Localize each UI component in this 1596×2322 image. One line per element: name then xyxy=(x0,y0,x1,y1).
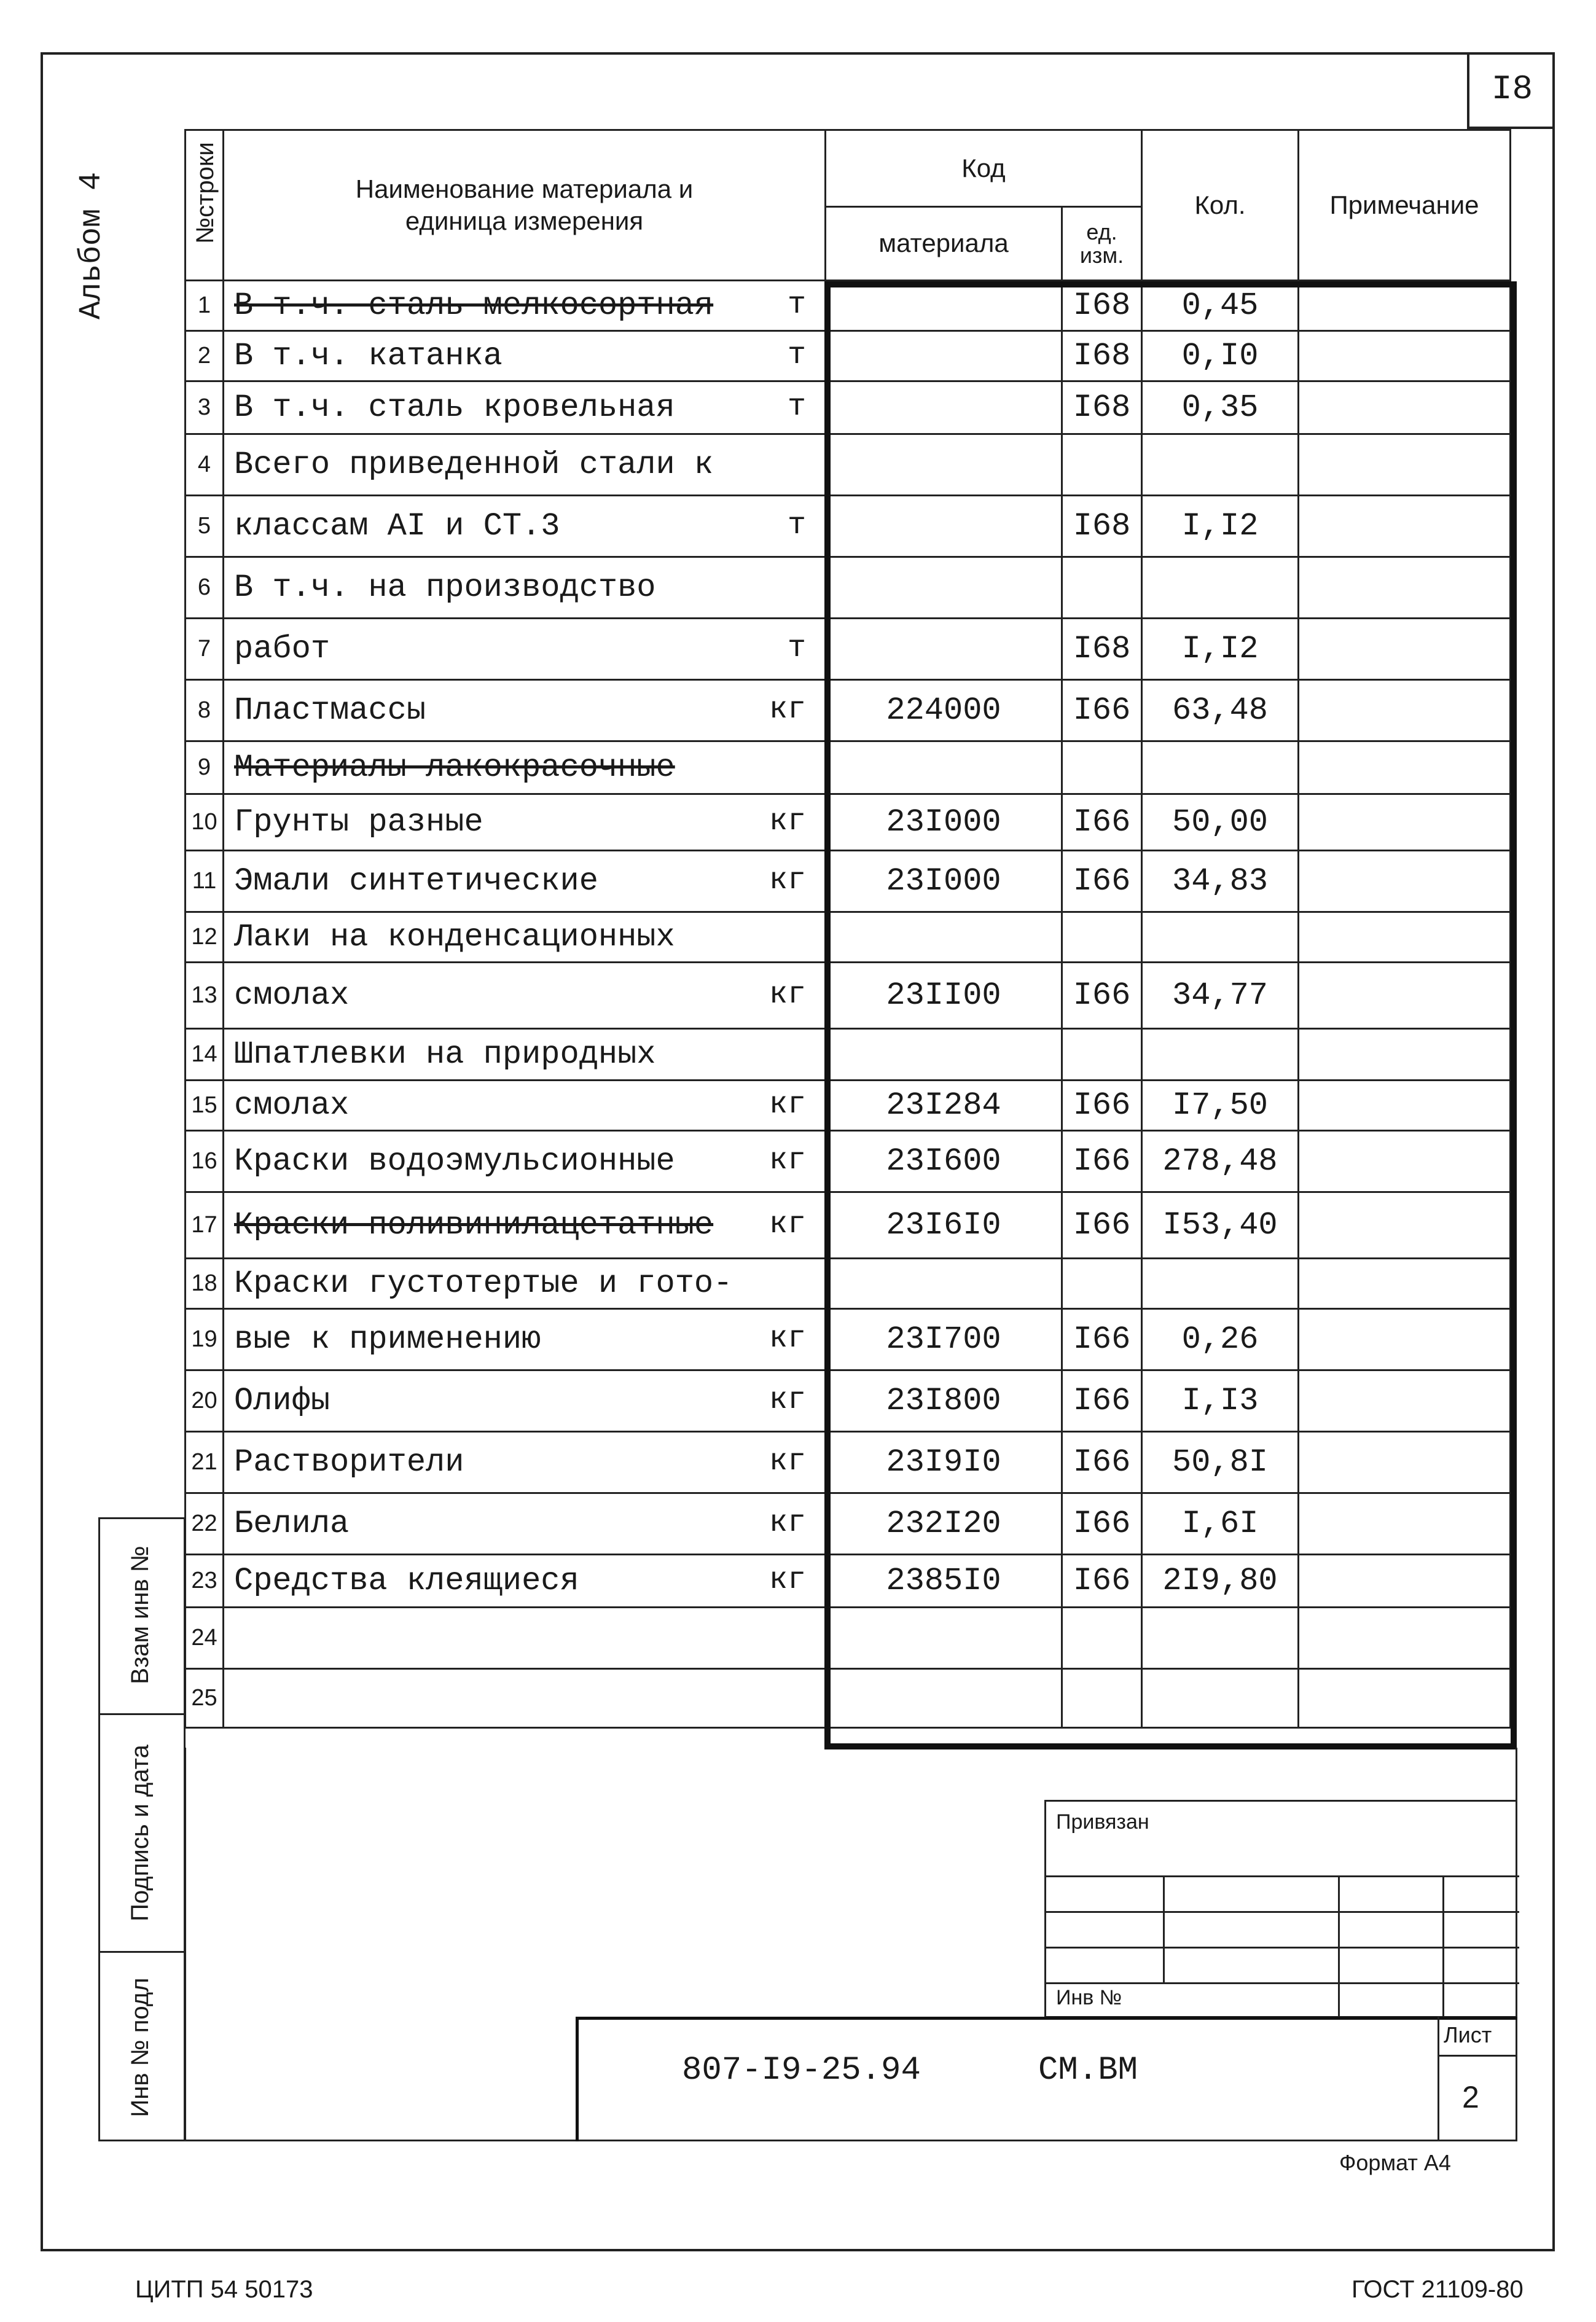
material-name-cell xyxy=(224,912,826,963)
row-number: 24 xyxy=(186,1608,224,1669)
quantity: I,I2 xyxy=(1142,619,1299,680)
quantity: 0,45 xyxy=(1142,281,1299,331)
unit-code: I66 xyxy=(1062,1432,1142,1493)
material-name: Грунты разные xyxy=(234,804,483,840)
row-number: 21 xyxy=(186,1432,224,1493)
row-number: 18 xyxy=(186,1259,224,1309)
table-row xyxy=(186,963,1511,1029)
material-name-cell xyxy=(224,619,826,680)
material-code xyxy=(826,496,1062,557)
quantity: 0,I0 xyxy=(1142,331,1299,381)
quantity: I,I2 xyxy=(1142,496,1299,557)
material-name-cell xyxy=(224,794,826,851)
table-row xyxy=(186,1555,1511,1608)
unit-code: I68 xyxy=(1062,281,1142,331)
material-name: Растворители xyxy=(234,1444,464,1480)
table-row xyxy=(186,1370,1511,1432)
material-code xyxy=(826,741,1062,794)
note-cell xyxy=(1299,281,1511,331)
material-unit: кг xyxy=(769,1383,806,1418)
table-row xyxy=(186,1309,1511,1370)
table-row xyxy=(186,1131,1511,1192)
quantity: 34,77 xyxy=(1142,963,1299,1029)
quantity: 278,48 xyxy=(1142,1131,1299,1192)
unit-code: I66 xyxy=(1062,851,1142,912)
material-code: 23I700 xyxy=(826,1309,1062,1370)
table-row xyxy=(186,1432,1511,1493)
privyazan-line-3 xyxy=(1046,1947,1519,1949)
note-cell xyxy=(1299,434,1511,496)
material-unit: кг xyxy=(769,1207,806,1242)
unit-code: I68 xyxy=(1062,496,1142,557)
table-row xyxy=(186,1081,1511,1131)
footer-left: ЦИТП 54 50173 xyxy=(135,2276,313,2303)
material-code xyxy=(826,434,1062,496)
material-name-cell xyxy=(224,851,826,912)
row-number: 22 xyxy=(186,1493,224,1555)
note-cell xyxy=(1299,741,1511,794)
list-divider xyxy=(1438,2055,1517,2057)
material-name: Краски поливинилацетатные xyxy=(234,1207,714,1243)
unit-code: I66 xyxy=(1062,1192,1142,1259)
table-row xyxy=(186,557,1511,619)
material-name-cell xyxy=(224,1029,826,1081)
table-row xyxy=(186,912,1511,963)
privyazan-line-4 xyxy=(1046,1982,1519,1984)
note-cell xyxy=(1299,381,1511,434)
row-number: 19 xyxy=(186,1309,224,1370)
privyazan-vline-1 xyxy=(1163,1875,1165,1982)
material-name: Белила xyxy=(234,1506,350,1542)
table-row xyxy=(186,1669,1511,1728)
material-name: классам АI и СТ.3 xyxy=(234,508,560,544)
header-name-text: Наименование материала и единица измерения xyxy=(355,174,694,235)
material-name: В т.ч. катанка xyxy=(234,338,503,374)
table-row xyxy=(186,1029,1511,1081)
material-name: Шпатлевки на природных xyxy=(234,1036,656,1073)
material-name-cell xyxy=(224,381,826,434)
quantity xyxy=(1142,1259,1299,1309)
material-code: 23I284 xyxy=(826,1081,1062,1131)
unit-code xyxy=(1062,1669,1142,1728)
material-name-cell xyxy=(224,1131,826,1192)
row-number: 4 xyxy=(186,434,224,496)
quantity xyxy=(1142,1669,1299,1728)
table-row xyxy=(186,434,1511,496)
row-number: 1 xyxy=(186,281,224,331)
quantity: 50,00 xyxy=(1142,794,1299,851)
quantity: 34,83 xyxy=(1142,851,1299,912)
material-name: смолах xyxy=(234,1087,350,1124)
quantity: I,I3 xyxy=(1142,1370,1299,1432)
privyazan-block xyxy=(1044,1800,1517,2018)
note-cell xyxy=(1299,963,1511,1029)
quantity: 50,8I xyxy=(1142,1432,1299,1493)
header-unit-text: ед. изм. xyxy=(1079,219,1124,268)
material-unit: т xyxy=(787,287,806,322)
quantity xyxy=(1142,1608,1299,1669)
material-name: Средства клеящиеся xyxy=(234,1563,579,1599)
doc-type: СМ.ВМ xyxy=(1038,2052,1138,2089)
table-row xyxy=(186,331,1511,381)
material-name-cell xyxy=(224,963,826,1029)
note-cell xyxy=(1299,1029,1511,1081)
table-row xyxy=(186,680,1511,741)
material-name: Краски водоэмульсионные xyxy=(234,1143,675,1179)
material-code: 23I600 xyxy=(826,1131,1062,1192)
material-code: 23I000 xyxy=(826,794,1062,851)
unit-code: I68 xyxy=(1062,331,1142,381)
row-number: 25 xyxy=(186,1669,224,1728)
material-code xyxy=(826,1669,1062,1728)
material-name: Краски густотертые и гото- xyxy=(234,1265,733,1302)
material-name: Олифы xyxy=(234,1383,331,1419)
table-row xyxy=(186,1608,1511,1669)
material-code xyxy=(826,381,1062,434)
table-row xyxy=(186,381,1511,434)
material-name: Материалы лакокрасочные xyxy=(234,749,675,786)
note-cell xyxy=(1299,1669,1511,1728)
material-name-cell xyxy=(224,331,826,381)
privyazan-label: Привязан xyxy=(1056,1810,1149,1834)
row-number: 3 xyxy=(186,381,224,434)
unit-code: I66 xyxy=(1062,1555,1142,1608)
material-name-cell xyxy=(224,1370,826,1432)
note-cell xyxy=(1299,1555,1511,1608)
row-number: 7 xyxy=(186,619,224,680)
material-code: 23I800 xyxy=(826,1370,1062,1432)
row-number: 9 xyxy=(186,741,224,794)
material-code xyxy=(826,912,1062,963)
material-code xyxy=(826,281,1062,331)
header-qty: Кол. xyxy=(1142,130,1299,281)
note-cell xyxy=(1299,496,1511,557)
note-cell xyxy=(1299,1192,1511,1259)
materials-table xyxy=(184,129,1511,1729)
row-number: 5 xyxy=(186,496,224,557)
table-row xyxy=(186,496,1511,557)
format-label: Формат А4 xyxy=(1339,2150,1451,2175)
material-name-cell xyxy=(224,434,826,496)
material-name: Всего приведенной стали к xyxy=(234,447,714,483)
row-number: 11 xyxy=(186,851,224,912)
note-cell xyxy=(1299,331,1511,381)
material-code: 23I9I0 xyxy=(826,1432,1062,1493)
privyazan-vline-2 xyxy=(1338,1875,1340,2020)
table-row xyxy=(186,1259,1511,1309)
material-code xyxy=(826,1608,1062,1669)
material-name: работ xyxy=(234,631,331,667)
table-row xyxy=(186,851,1511,912)
material-name: В т.ч. сталь кровельная xyxy=(234,389,675,426)
table-row xyxy=(186,1192,1511,1259)
material-unit: кг xyxy=(769,863,806,898)
quantity xyxy=(1142,557,1299,619)
note-cell xyxy=(1299,1608,1511,1669)
material-name-cell xyxy=(224,1493,826,1555)
note-cell xyxy=(1299,1493,1511,1555)
side-podpis-text: Подпись и дата xyxy=(127,1745,154,1921)
material-name-cell xyxy=(224,1309,826,1370)
table-row xyxy=(186,281,1511,331)
material-code xyxy=(826,619,1062,680)
quantity: 0,35 xyxy=(1142,381,1299,434)
table-row xyxy=(186,741,1511,794)
unit-code xyxy=(1062,434,1142,496)
material-name-cell xyxy=(224,741,826,794)
note-cell xyxy=(1299,794,1511,851)
note-cell xyxy=(1299,1131,1511,1192)
quantity: 63,48 xyxy=(1142,680,1299,741)
note-cell xyxy=(1299,1370,1511,1432)
material-name-cell xyxy=(224,1432,826,1493)
footer-right: ГОСТ 21109-80 xyxy=(1352,2276,1524,2303)
row-number: 6 xyxy=(186,557,224,619)
privyazan-line-2 xyxy=(1046,1911,1519,1913)
material-unit: т xyxy=(787,631,806,666)
unit-code xyxy=(1062,912,1142,963)
unit-code: I66 xyxy=(1062,1309,1142,1370)
material-name: В т.ч. сталь мелкосортная xyxy=(234,287,714,324)
material-unit: кг xyxy=(769,1444,806,1479)
side-stamp-divider xyxy=(141,1517,186,2141)
privyazan-line-1 xyxy=(1046,1875,1519,1877)
material-unit: кг xyxy=(769,1143,806,1178)
material-unit: т xyxy=(787,338,806,373)
material-code: 2385I0 xyxy=(826,1555,1062,1608)
material-unit: т xyxy=(787,389,806,424)
row-number: 13 xyxy=(186,963,224,1029)
material-name-cell xyxy=(224,1081,826,1131)
header-note: Примечание xyxy=(1299,130,1511,281)
material-unit: кг xyxy=(769,1563,806,1598)
note-cell xyxy=(1299,1432,1511,1493)
header-row-no-text: №строки xyxy=(192,142,219,244)
table-row xyxy=(186,794,1511,851)
unit-code xyxy=(1062,557,1142,619)
album-label: Альбом 4 xyxy=(74,171,109,320)
unit-code: I66 xyxy=(1062,1493,1142,1555)
material-code: 23II00 xyxy=(826,963,1062,1029)
unit-code: I66 xyxy=(1062,963,1142,1029)
material-code xyxy=(826,557,1062,619)
material-name-cell xyxy=(224,496,826,557)
header-name xyxy=(224,130,826,281)
material-unit: кг xyxy=(769,977,806,1012)
material-name-cell xyxy=(224,1608,826,1669)
note-cell xyxy=(1299,1309,1511,1370)
material-name: смолах xyxy=(234,977,350,1014)
side-inv-podl-text: Инв № подл xyxy=(127,1977,154,2117)
unit-code: I68 xyxy=(1062,619,1142,680)
material-code xyxy=(826,1259,1062,1309)
quantity: I7,50 xyxy=(1142,1081,1299,1131)
note-cell xyxy=(1299,557,1511,619)
material-name-cell xyxy=(224,1192,826,1259)
privyazan-vline-3 xyxy=(1442,1875,1444,2020)
header-row-no xyxy=(186,130,224,281)
list-number: 2 xyxy=(1462,2080,1479,2114)
note-cell xyxy=(1299,619,1511,680)
material-code: 224000 xyxy=(826,680,1062,741)
unit-code xyxy=(1062,741,1142,794)
unit-code: I66 xyxy=(1062,680,1142,741)
quantity: 2I9,80 xyxy=(1142,1555,1299,1608)
doc-code: 807-I9-25.94 xyxy=(682,2052,921,2089)
material-name-cell xyxy=(224,1259,826,1309)
material-code xyxy=(826,331,1062,381)
material-name-cell xyxy=(224,1669,826,1728)
row-number: 20 xyxy=(186,1370,224,1432)
side-vzam-text: Взам инв № xyxy=(127,1546,154,1684)
quantity: I,6I xyxy=(1142,1493,1299,1555)
note-cell xyxy=(1299,1081,1511,1131)
row-number: 17 xyxy=(186,1192,224,1259)
material-unit: кг xyxy=(769,804,806,839)
header-code: Код xyxy=(826,130,1142,207)
unit-code xyxy=(1062,1608,1142,1669)
unit-code: I66 xyxy=(1062,1081,1142,1131)
quantity xyxy=(1142,912,1299,963)
unit-code: I68 xyxy=(1062,381,1142,434)
material-name: В т.ч. на производство xyxy=(234,569,656,606)
material-name: Лаки на конденсационных xyxy=(234,919,675,955)
row-number: 23 xyxy=(186,1555,224,1608)
material-unit: т xyxy=(787,508,806,543)
header-material: материала xyxy=(826,207,1062,281)
row-number: 16 xyxy=(186,1131,224,1192)
note-cell xyxy=(1299,912,1511,963)
unit-code xyxy=(1062,1259,1142,1309)
list-label: Лист xyxy=(1444,2022,1492,2047)
quantity xyxy=(1142,741,1299,794)
material-name: Пластмассы xyxy=(234,692,426,729)
row-number: 15 xyxy=(186,1081,224,1131)
note-cell xyxy=(1299,851,1511,912)
material-unit: кг xyxy=(769,1321,806,1356)
material-name-cell xyxy=(224,1555,826,1608)
material-code: 23I000 xyxy=(826,851,1062,912)
quantity: 0,26 xyxy=(1142,1309,1299,1370)
row-number: 2 xyxy=(186,331,224,381)
material-unit: кг xyxy=(769,1506,806,1541)
material-name-cell xyxy=(224,281,826,331)
note-cell xyxy=(1299,1259,1511,1309)
material-name: Эмали синтетические xyxy=(234,863,598,899)
quantity: I53,40 xyxy=(1142,1192,1299,1259)
unit-code: I66 xyxy=(1062,1370,1142,1432)
material-name-cell xyxy=(224,557,826,619)
material-code: 23I6I0 xyxy=(826,1192,1062,1259)
table-row xyxy=(186,619,1511,680)
table-row xyxy=(186,1493,1511,1555)
row-number: 14 xyxy=(186,1029,224,1081)
quantity xyxy=(1142,434,1299,496)
material-unit: кг xyxy=(769,692,806,727)
material-name: вые к применению xyxy=(234,1321,541,1358)
unit-code: I66 xyxy=(1062,794,1142,851)
unit-code: I66 xyxy=(1062,1131,1142,1192)
material-name-cell xyxy=(224,680,826,741)
material-unit: кг xyxy=(769,1087,806,1122)
material-code xyxy=(826,1029,1062,1081)
sheet-number: I8 xyxy=(1467,52,1555,129)
row-number: 10 xyxy=(186,794,224,851)
quantity xyxy=(1142,1029,1299,1081)
note-cell xyxy=(1299,680,1511,741)
row-number: 8 xyxy=(186,680,224,741)
inv-no-label: Инв № xyxy=(1056,1986,1122,2009)
material-code: 232I20 xyxy=(826,1493,1062,1555)
unit-code xyxy=(1062,1029,1142,1081)
row-number: 12 xyxy=(186,912,224,963)
header-unit xyxy=(1062,207,1142,281)
